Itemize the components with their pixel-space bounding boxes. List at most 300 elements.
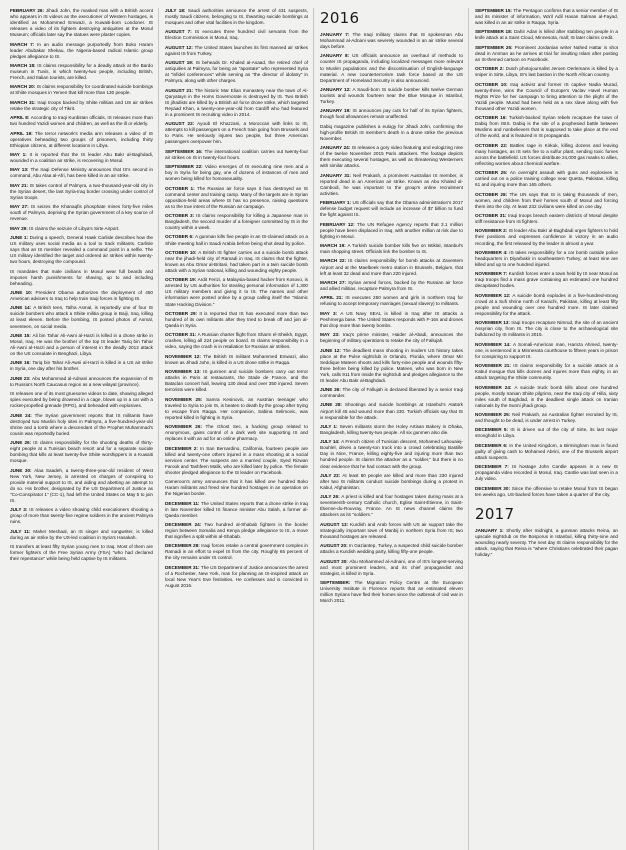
entry-text: The UN Refugee Agency reports that 3.1 million people have been displaced in Iraq, with another million at risk due to fighting in Mosul. xyxy=(320,221,463,239)
entry-date: NOVEMBER 2: xyxy=(475,228,508,234)
entry-text: A suicide truck bomb kills about one hundred people, mostly Iranian Shiite pilgrims, near the Iraqi city of Hilla, sixty miles south of Baghdad, in the deadliest single attack on Iranian nationals by the Sunni jihadi group. xyxy=(475,384,618,408)
entry-date: MAY 29: xyxy=(10,225,28,231)
entry-date: DECEMBER 7: xyxy=(475,464,509,470)
entry-date: JANUARY 24: xyxy=(320,145,351,151)
timeline-entry xyxy=(475,228,618,246)
timeline-column-1 xyxy=(10,8,159,850)
entry-text: Prominent Jordanian writer Nahed Hattar is shot dead in Amman as he arrives at trial for insulting Islam after posting an IS-themed cartoon on Facebook. xyxy=(475,44,618,62)
entry-date: MARCH 22: xyxy=(320,258,347,264)
entry-text: Ali bin Tahar Ali-Awni al-Harzi is killed in a drone strike in Mosul, Iraq. He was the brother of the top IS leader Tariq bin Tahar Ali-Awni al-Harzi and a person of interest in the deadly 2012 attack on the US consulate in Benghazi, Libya. xyxy=(10,332,153,356)
entry-text: The US Department of Justice announces the arrest of a Rochester, New York, man for planning an IS-inspired attack on local New Year's Eve festivities. He confesses and is convicted in August 2016. xyxy=(165,564,308,588)
timeline-entry xyxy=(165,60,308,84)
entry-date: MAY 13: xyxy=(10,167,29,173)
entry-date: DECEMBER 30: xyxy=(475,485,511,491)
entry-text: Cameroon's army announces that it has killed one hundred Boko Haram militants and freed nine hundred hostages in an operation on the Nigerian border. xyxy=(165,479,308,497)
entry-date: OCTOBER 10: xyxy=(165,249,197,255)
timeline-columns xyxy=(10,8,618,850)
entry-date: MAY 21: xyxy=(10,182,29,188)
timeline-entry xyxy=(475,363,618,381)
entry-text: It is reported that the IS leader Abu Bakr al-Baghdadi, wounded in a coalition air strike, is recovering in Mosul. xyxy=(10,152,153,164)
entry-date: JANUARY 31: xyxy=(320,172,351,178)
entry-text: Ayoub El Khazzani, a Moroccan with links to IS, attempts to kill passengers on a French train going from Brussels and to Paris. He seriously injures two people, but three American passengers overpower him. xyxy=(165,121,309,145)
entry-date: APRIL 21: xyxy=(320,295,343,301)
entry-date: FEBRUARY 12: xyxy=(320,221,355,227)
timeline-entry xyxy=(165,501,308,519)
timeline-entry xyxy=(10,84,153,96)
timeline-entry xyxy=(10,468,153,504)
entry-date: OCTOBER 10: xyxy=(475,81,508,87)
entry-date: JUNE 26: xyxy=(320,387,341,393)
entry-date: JULY 23: xyxy=(320,472,341,478)
entry-text: IS claims responsibility for a suicide attack at a Kabul mosque that kills dozens and injures more than eighty, in an attack targeting the Shiite community. xyxy=(475,363,618,381)
timeline-entry xyxy=(10,115,153,127)
entry-date: MARCH 31: xyxy=(10,99,36,105)
entry-text: The international coalition carries out twenty-four air strikes on IS in twenty-four hours. xyxy=(165,148,308,160)
timeline-entry xyxy=(165,164,308,182)
entry-date: DECEMBER 2: xyxy=(165,445,198,451)
entry-text: IS releases one of its most gruesome videos to date, showing alleged spies executed by being drowned in a cage, blown up in a car with a rocket-propelled grenade (RPG), and beheaded with explosives. xyxy=(10,391,153,409)
timeline-entry xyxy=(475,143,618,167)
entry-date: JULY 18: xyxy=(165,8,186,13)
entry-text: Iraqi troops breach eastern districts of Mosul despite stiff resistance from IS fighters. xyxy=(475,213,618,225)
timeline-entry xyxy=(475,213,618,225)
entry-date: NOVEMBER 26: xyxy=(165,424,202,430)
entry-text: The city of Fallujah is declared liberated by a senior Iraqi commander. xyxy=(320,387,463,399)
timeline-entry xyxy=(165,543,308,561)
timeline-entry xyxy=(165,424,308,442)
entry-date: NOVEMBER 4: xyxy=(475,249,508,255)
entry-text: Dahir Adan is killed after stabbing ten people in a knife attack at a Saint Cloud, Minnesota, mall; IS later claims credit. xyxy=(475,29,618,41)
timeline-entry xyxy=(475,82,618,112)
timeline-entry xyxy=(320,258,463,276)
entry-text: Video emerges of IS executing nine men and a boy in Syria for being gay, one of dozens of instances of men and women being killed for homosexuality. xyxy=(165,164,308,182)
entry-text: IS claims responsibility for a deadly attack at the Bardo museum in Tunis, in which twenty-two people, including British, French, and Italian tourists, are killed. xyxy=(10,62,153,81)
timeline-entry xyxy=(475,29,618,41)
entry-text: IS mandates that male civilians in Mosul wear full beards and imposes harsh punishments for shaving, up to and including beheading. xyxy=(10,268,153,286)
entry-text: A Turkish suicide bomber kills five on Istiklal, Istanbul's main shopping street. Officials link the bomber to IS. xyxy=(320,243,463,255)
entry-text: IS claims responsibility for coordinated suicide bombings at Shiite mosques in Yemen that kill more than 130 people. xyxy=(10,84,153,96)
year-heading-2017: 2017 xyxy=(475,504,515,523)
entry-date: MAY 3: xyxy=(320,310,338,316)
entry-date: JULY 1: xyxy=(320,423,338,429)
entry-text: Maher Meshaal, an IS singer and songwriter, is killed during an air strike by the US-led coalition in Syria's Hasakah. xyxy=(10,528,154,540)
entry-date: FEBRUARY 1: xyxy=(320,200,352,206)
entry-date: DECEMBER 5: xyxy=(475,427,508,433)
entry-text: IS claims responsibility for the shooting deaths of thirty-eight people at a Tunisian beach resort and for a separate suicide bombing that kills at least twenty-five Shiite worshippers in a Kuwaiti mosque. xyxy=(10,440,153,464)
entry-text: Ardit Ferizi, a Malaysia-based hacker from Kosovo, is arrested by US authorities for stealing personal information of 1,300 US military members and giving it to IS. The names and other information were posted online by a group calling itself the "Islamic State Hacking Division." xyxy=(165,277,308,307)
timeline-entry xyxy=(320,402,463,420)
entry-date: NOVEMBER 24: xyxy=(475,384,512,390)
entry-text: A Russian charter flight from Sharm el-Sheikh, Egypt, crashes, killing all 224 people on board. IS claims responsibility in a video, saying the crash is in retaliation for Russian air strikes. xyxy=(165,332,308,350)
timeline-entry xyxy=(320,424,463,436)
entry-text: Abu Mohammad al-Adnani announces the expansion of IS to Russia's North Caucasus region as a new wilayat (province). xyxy=(10,375,153,387)
entry-text: A US Navy SEAL is killed in Iraq after IS attacks a Peshmerga base. The United States responds with F-16s and drones that drop more than twenty bombs. xyxy=(320,310,463,328)
entry-text: Saudi authorities announce the arrest of 431 suspects, mostly Saudi citizens, belonging to IS, thwarting suicide bombings at mosques and other vital facilities in the kingdom. xyxy=(165,8,308,26)
entry-text: IS beheads Dr. Khaled al-Asaad, the retired chief of antiquities at Palmyra, for being an "apostate" who represented Syria at "infidel conferences" while serving as "the director of idolatry" in Palmyra, along with other charges. xyxy=(165,60,308,84)
timeline-entry xyxy=(475,8,618,26)
entry-date: OCTOBER 22: xyxy=(475,142,508,148)
entry-date: MARCH 19: xyxy=(320,243,346,249)
timeline-entry xyxy=(475,66,618,78)
entry-text: The Ghost Sec, a hacking group related to Anonymous, gains control of a dark web site supporting IS and replaces it with an ad for an online pharmacy. xyxy=(165,424,308,442)
entry-date: OCTOBER 16: xyxy=(475,115,507,121)
entry-text: The Russian air force says it has destroyed an IS command center and training camp. Many of the targets are in Syrian opposition-held areas where IS has no presence, raising questions as to the true intent of the Russian air campaign. xyxy=(165,185,308,209)
timeline-entry xyxy=(165,311,308,329)
entry-text: Kurdish forces enter a town held by IS near Mosul as Iraqi troops find a mass grave containing an estimated one hundred decapitated bodies. xyxy=(475,271,618,289)
timeline-entry xyxy=(320,494,463,518)
timeline-entry xyxy=(475,192,618,210)
entry-text: Dutch photojournalist Jeroen Oerlemans is killed by a sniper in Sirte, Libya, IS's last bastion in the North African country. xyxy=(475,66,618,78)
timeline-entry xyxy=(165,213,308,231)
timeline-entry xyxy=(320,295,463,307)
entry-date: NOVEMBER 7: xyxy=(475,271,508,277)
timeline-entry xyxy=(165,479,308,497)
entry-date: OCTOBER 6: xyxy=(165,234,194,240)
entry-date: JULY 26: xyxy=(320,494,340,500)
timeline-entry xyxy=(320,439,463,469)
entry-date: SEPTEMBER 16: xyxy=(165,148,203,154)
entry-text: Iraq activist and former IS captive Nadia Murad, twenty-three, wins the Council of Europe's Vaclav Havel Human Rights Prize for her campaign to bring attention to the plight of the Yazidi people. Murad had been held as a sex slave along with five thousand other Yazidi women. xyxy=(475,81,618,111)
entry-text: The Migration Policy Centre at the European University Institute in Florence reports that an estimated eleven million Syrians have fled their homes since the outbreak of civil war in March 2011. xyxy=(320,580,463,604)
timeline-entry xyxy=(10,413,153,437)
entry-text: At least 80 people are killed and more than 230 injured after two IS militants conduct suicide bombings during a protest in Kabul, Afghanistan. xyxy=(320,472,463,490)
entry-text: According to Iraqi Kurdistan officials, IS releases more than two hundred Yazidi women and children, as well as the ill or elderly. xyxy=(10,115,153,127)
entry-text: A British IS fighter carries out a suicide bomb attack near the jihadi-held city of Ramadi in Iraq. IS claims that the fighter, known as Abu Omar al-Britani, had taken part in a twin suicide bomb attack with a Syrian national, killing and wounding eighty people. xyxy=(165,249,308,273)
timeline-entry xyxy=(10,529,153,541)
timeline-entry xyxy=(10,152,153,164)
entry-text: IS executes three hundred civil servants from the Election Commission in Mosul, Iraq. xyxy=(165,29,308,41)
timeline-entry xyxy=(475,427,618,439)
entry-date: MAY 27: xyxy=(10,204,29,210)
timeline-entry xyxy=(10,376,153,388)
timeline-entry xyxy=(475,443,618,461)
entry-date: NOVEMBER 25: xyxy=(475,412,511,418)
entry-text: In the United Kingdom, a Birmingham man is found guilty of giving cash to Mohamed Abrini, one of the Brussels airport attack suspects. xyxy=(475,442,618,460)
entry-date: JUNE 15: xyxy=(10,332,31,338)
timeline-entry xyxy=(10,183,153,201)
entry-text: Abu Mohammed al-Adnani, one of IS's longest-serving and most prominent leaders, and its chief propagandist and strategist, is killed in Syria. xyxy=(320,558,463,576)
timeline-entry xyxy=(165,149,308,161)
entry-date: JUNE 1: xyxy=(10,235,29,241)
timeline-entry xyxy=(10,204,153,222)
timeline-entry xyxy=(320,108,463,120)
entry-date: OCTOBER 29: xyxy=(165,310,198,316)
entry-text: Turkish-backed Syrian rebels recapture the town of Dabiq from ISIS. Dabiq is the site of a prophesied battle between Muslims and nonbelievers that is supposed to take place at the end of the world, and is featured in IS propaganda. xyxy=(475,115,618,139)
entry-date: MAY 23: xyxy=(320,332,340,338)
entry-date: DECEMBER 6: xyxy=(475,442,508,448)
entry-text: Samra Kesinovic, an Austrian teenager who traveled to Syria to join IS, is beaten to death by the group after trying to escape from Raqqa. Her companion, Sabina Selimovic, was reported killed in fighting in Syria. xyxy=(165,396,309,420)
entry-date: JUNE 26: xyxy=(10,440,32,446)
timeline-entry xyxy=(320,124,463,142)
entry-date: NOVEMBER 13: xyxy=(165,369,201,375)
entry-date: APRIL 8: xyxy=(10,115,30,121)
entry-date: JANUARY 19: xyxy=(320,108,351,114)
entry-date: OCTOBER 28: xyxy=(475,191,508,197)
entry-text: Shootings and suicide bombings at Istanbul's Atatürk Airport kill 45 and wound more than 230. Turkish officials say that IS is responsible for the attack. xyxy=(320,402,463,420)
timeline-entry xyxy=(320,243,463,255)
entry-text: A French citizen of Tunisian descent, Mohamed Lahouaiej-Bouhlel, drives a twenty-ton truck into a crowd celebrating Bastille Day in Nice, France, killing eighty-five and injuring more than two hundred people. IS claims the attacker as a "soldier," but there is no clear evidence that he had contact with the group. xyxy=(320,439,463,469)
entry-text: The terror network's media arm releases a video of IS operatives beheading two groups of prisoners, including thirty Ethiopian citizens, at different locations in Libya. xyxy=(10,130,153,148)
timeline-entry xyxy=(475,45,618,63)
timeline-entry xyxy=(165,121,308,145)
timeline-column-3 xyxy=(320,8,469,850)
entry-text: Neil Prakash, an Australian fighter recruited by IS, and thought to be dead, is under arrest in Turkey. xyxy=(475,412,618,424)
timeline-entry xyxy=(320,173,463,197)
entry-date: NOVEMBER 12: xyxy=(165,353,201,359)
entry-date: NOVEMBER 12: xyxy=(475,292,511,298)
entry-date: JANUARY 12: xyxy=(320,86,351,92)
entry-date: AUGUST 30: xyxy=(320,558,348,564)
entry-date: OCTOBER 19: xyxy=(165,277,197,283)
timeline-entry xyxy=(10,507,153,525)
timeline-entry xyxy=(165,446,308,476)
entry-text: The British IS militant Mohammed Emwazi, also known as Jihadi John, is killed in a US drone strike in Raqqa. xyxy=(165,353,308,365)
entry-text: The historic Mar Elian monastery near the town of Al-Qaryatayn in the Homs Governorate is destroyed by IS. Two British IS jihadists are killed by a British air force drone strike, which targeted Reyaad Khan, a twenty-one-year-old from Cardiff who had featured in a prominent IS recruiting video in 2014. xyxy=(165,87,308,117)
entry-text: Seven militants storm the Holey Artisan Bakery in Dhaka, Bangladesh, killing twenty-two people. All six gunmen also die. xyxy=(320,423,463,435)
entry-text: Tariq bin Tahar Ali-Awni al-Harzi is killed in a US air strike in Syria, one day after his brother. xyxy=(10,360,153,372)
entry-date: SEPTEMBER 18: xyxy=(475,29,513,35)
timeline-entry xyxy=(320,32,463,50)
timeline-entry xyxy=(475,464,618,482)
entry-text: A priest is killed and four hostages taken during mass at a seventeenth-century Catholic church, Eglise Saint-Étienne, in Saint-Étienne-du-Rouvray, France. An IS news channel claims the attackers as its "soldiers." xyxy=(320,494,463,518)
entry-date: OCTOBER 25: xyxy=(475,170,508,176)
timeline-entry xyxy=(10,360,153,372)
entry-text: In an audio message purportedly from Boko Haram leader Abubakar Shekau, the Nigeria-based radical Islamic group pledges allegiance to IS. xyxy=(10,41,153,59)
entry-text: US officials say that the Obama administration's 2017 defense budget request will include an increase of $7 billion to fund the fight against IS. xyxy=(320,200,463,218)
entry-text: IS transfers at least fifty Syrian young men to Iraq. Most of them are former fighters of the Free Syrian Army (FSA) "who had declared their repentance" while being held captive by IS militants. xyxy=(10,543,153,562)
timeline-entry xyxy=(475,528,618,558)
entry-text: The UN says that IS is taking thousands of men, women, and children from their homes south of Mosul and forcing them into the city. At least 232 civilians were killed on one day. xyxy=(475,191,618,209)
entry-text: IS claims the seizure of Libya's Sirte Airport. xyxy=(29,225,120,231)
timeline-entry xyxy=(320,87,463,105)
timeline-entry xyxy=(10,63,153,81)
entry-date: NOVEMBER 13: xyxy=(475,320,510,326)
entry-text: A Somali-American man, Hamza Ahmed, twenty-one, is sentenced in a Minnesota courthouse to fifteen years in prison for conspiring to support IS. xyxy=(475,341,618,359)
entry-date: JUNE 30: xyxy=(10,467,32,473)
entry-text: IS seizes the Khanaqfis phosphate mines forty-five miles south of Palmyra, depriving the Syrian government of a key source of revenue. xyxy=(10,204,153,222)
timeline-entry xyxy=(165,522,308,540)
timeline-entry xyxy=(10,290,153,302)
timeline-entry xyxy=(10,440,153,464)
entry-date: NOVEMBER 14: xyxy=(475,341,511,347)
entry-text: The Syrian government reports that IS militants have destroyed two Muslim holy sites in Palmyra, a five-hundred-year-old shrine and a tomb where a descendant of the Prophet Muhammad's cousin was reportedly buried. xyxy=(10,412,153,436)
timeline-entry xyxy=(320,559,463,577)
entry-date: DECEMBER 24: xyxy=(165,521,202,527)
entry-text: A Saudi-born IS suicide bomber kills twelve German tourists and wounds fourteen near the Blue Mosque in Istanbul, Turkey. xyxy=(320,86,463,105)
timeline-column-2 xyxy=(165,8,314,850)
entry-date: JUNE 23: xyxy=(10,375,31,381)
timeline-entry xyxy=(10,100,153,112)
entry-text: In Gaziantep, Turkey, a suspected child suicide bomber attacks a Kurdish wedding party, killing fifty-one people. xyxy=(320,543,463,555)
timeline-entry xyxy=(320,222,463,240)
entry-date: JULY 11: xyxy=(10,528,31,534)
timeline-entry xyxy=(10,131,153,149)
entry-date: AUGUST 7: xyxy=(165,29,192,35)
entry-date: AUGUST 20: xyxy=(320,543,348,549)
timeline-entry xyxy=(165,234,308,246)
entry-date: JUNE 16: xyxy=(10,360,31,366)
entry-text: IS takes control of Palmyra, a two-thousand-year-old city in the Syrian desert, the last Syria-Iraq border crossing under control of Syrian troops. xyxy=(10,182,153,200)
entry-date: MARCH 7: xyxy=(10,41,35,47)
entry-date: OCTOBER 31: xyxy=(165,332,197,338)
timeline-entry xyxy=(165,8,308,26)
entry-date: JUNE 10: xyxy=(10,289,33,295)
timeline-entry xyxy=(10,235,153,265)
timeline-entry xyxy=(165,397,308,421)
entry-text: IS gunmen and suicide bombers carry out terror attacks in Paris at restaurants, the Stade de France, and the Bataclan concert hall, leaving 130 dead and over 350 injured. Seven terrorists were killed. xyxy=(165,369,309,393)
entry-text: In San Bernardino, California, fourteen people are killed and twenty-one others injured in a mass shooting at a social services center. The suspects are a married couple, Syed Rizwan Farook and Tashfeen Malik, who are killed later by police. The female shooter pledged allegiance to the IS leader on Facebook. xyxy=(165,445,308,475)
entry-date: OCTOBER 31: xyxy=(475,213,507,219)
entry-text: Iraqi forces retake a central government complex in Ramadi in an effort to expel IS from the city. Roughly 65 percent of the city remains under IS control. xyxy=(165,543,309,561)
entry-date: JULY 14: xyxy=(320,439,340,445)
entry-date: SEPTEMBER 22: xyxy=(165,164,203,170)
timeline-entry xyxy=(165,186,308,210)
timeline-entry xyxy=(320,387,463,399)
timeline-entry xyxy=(10,226,153,232)
timeline-entry xyxy=(475,385,618,409)
entry-date: JANUARY 8: xyxy=(320,53,350,59)
entry-text: A gunman kills five people in an IS-claimed attack on a Shiite meeting hall in Saudi Arabia before being shot dead by police. xyxy=(165,234,308,246)
entry-date: DECEMBER 28: xyxy=(165,543,200,549)
timeline-entry xyxy=(10,167,153,179)
timeline-entry xyxy=(320,580,463,604)
entry-date: JANUARY 1: xyxy=(475,527,504,533)
timeline-entry xyxy=(320,145,463,169)
entry-text: The deadliest mass shooting in modern US history takes place at the Pulse nightclub in Orlando, Florida, where Omar Mir Seddique Mateen shoots and kills forty-nine people and wounds fifty-three before being killed by police. Mateen, who was born in New York, calls 911 from inside the nightclub and pledges allegiance to the IS leader Abu Bakr al-Baghdadi. xyxy=(320,347,463,383)
entry-date: AUGUST 12: xyxy=(165,44,193,50)
year-heading-2016: 2016 xyxy=(320,9,360,27)
entry-date: AUGUST 19: xyxy=(165,60,194,66)
entry-text: Iraqi troops recapture Nimrud, the site of an ancient Assyrian city, from IS. The city is close to the archaeological site bulldozed by IS militants in 2015. xyxy=(475,320,618,338)
entry-text: An overnight assault with guns and explosives is carried out on a police training college near Quetta, Pakistan, killing 61 and injuring more than 165 others. xyxy=(475,170,618,188)
entry-text: The Iraqi military claims that IS spokesman Abu Mohammad al-Adnani was severely wounded in an air strike several days before. xyxy=(320,32,464,50)
timeline-entry xyxy=(475,170,618,188)
entry-date: APRIL 19: xyxy=(10,130,33,136)
entry-text: IS releases a gory video featuring and eulogizing nine of the twelve November 2015 Paris attackers. The footage depicts them executing several hostages, as well as threatening Westerners with similar attacks. xyxy=(320,145,463,169)
entry-text: Two hundred al-Shabab fighters in the border region between Somalia and Kenya pledge allegiance to IS, a move that signifies a split within al-Shabab. xyxy=(165,521,308,540)
entry-text: The United States reports that a drone strike in Iraq in late November killed IS finance minister Abu Salah, a former al-Qaeda member. xyxy=(165,500,309,518)
timeline-entry xyxy=(10,544,153,562)
timeline-entry xyxy=(475,320,618,338)
entry-date: AUGUST 22: xyxy=(165,121,195,127)
entry-date: MAY 1: xyxy=(10,152,27,158)
timeline-entry xyxy=(475,271,618,289)
entry-text: The Pentagon confirms that a senior member of IS and its minister of information, Wa'il Adil Hasan Salman al-Fayad, was killed in an air strike in Raqqa, Syria. xyxy=(475,8,618,26)
entry-date: AUGUST 13: xyxy=(320,521,349,527)
entry-date: JULY 3: xyxy=(10,507,28,513)
entry-text: Neil Prakash, a prominent Australian IS member, is reported dead in an American air strike. Known as Abu Khaled al-Cambodi, he was important to the group's online recruitment activities. xyxy=(320,172,463,196)
entry-date: NOVEMBER 25: xyxy=(165,396,203,402)
timeline-entry xyxy=(320,473,463,491)
entry-text: President Obama authorizes the deployment of 450 American advisers to Iraq to help train Iraqi forces in fighting IS. xyxy=(10,289,153,302)
entry-date: JANUARY 7: xyxy=(320,32,350,37)
timeline-entry xyxy=(475,486,618,498)
timeline-entry xyxy=(10,305,153,329)
entry-date: OCTOBER 2: xyxy=(475,66,504,72)
entry-text: It is reported that IS has executed more than two hundred of its own militants after they tried to break off and join al-Qaeda in Syria. xyxy=(165,310,308,328)
entry-text: IS announces pay cuts for half of its Syrian fighters, though food allowances remain unaffected. xyxy=(320,108,463,120)
entry-text: IS claims responsibility for killing a Japanese man in Bangladesh, the second murder of a foreigner committed by IS in the country within a week. xyxy=(165,213,308,231)
entry-date: JUNE 14: xyxy=(10,305,32,311)
entry-text: Iraqi troops backed by Shiite militias and US air strikes retake the strategic city of Tikrit. xyxy=(10,99,153,111)
entry-text: Dabiq magazine publishes a eulogy for Jihadi John, confirming the high-profile British IS member's death in a drone strike the previous November. xyxy=(320,123,463,141)
entry-text: IS takes responsibility for a car bomb outside police headquarters in Diyarbakir in southeastern Turkey; at least nine are killed and up to one hundred injured. xyxy=(475,249,618,267)
entry-text: Since the offensive to retake Mosul from IS began ten weeks ago, US-backed forces have taken a quarter of the city. xyxy=(475,485,618,497)
entry-date: SEPTEMBER: xyxy=(320,580,351,586)
timeline-entry xyxy=(165,565,308,589)
entry-date: JUNE 24: xyxy=(10,412,32,418)
entry-text: The United States launches its first manned air strikes against IS from Turkey. xyxy=(165,44,308,56)
timeline-entry xyxy=(320,543,463,555)
timeline-entry xyxy=(10,8,153,38)
entry-text: IS leader Abu Bakr al-Baghdadi urges fighters to hold their positions and expresses confidence in victory in an audio recording, the first released by the leader in almost a year. xyxy=(475,228,618,246)
entry-text: A suicide bomb explodes in a five-hundred-strong crowd at a Sufi shrine north of Karachi, Pakistan, killing at least fifty people and wounding over one hundred more. IS later claimed responsibility for the attack. xyxy=(475,292,618,316)
timeline-column-4 xyxy=(475,8,618,850)
timeline-entry xyxy=(10,333,153,357)
entry-text: A British teen, Talha Asmal, is reportedly one of four IS suicide bombers who attack a Shiite militia group in Baiji, Iraq, killing at least eleven. Before the bombing, IS posted photos of Asmal, seventeen, on social media. xyxy=(10,305,153,329)
entry-text: IS executes 250 women and girls in northern Iraq for refusing to accept temporary marriages (sexual slavery) to militants. xyxy=(320,295,463,307)
timeline-entry xyxy=(165,29,308,41)
timeline-entry xyxy=(320,332,463,344)
entry-date: OCTOBER 3: xyxy=(165,213,195,219)
entry-date: OCTOBER 1: xyxy=(165,185,195,191)
entry-text: IS is driven out of the city of Sirte, its last major stronghold in Libya. xyxy=(475,427,618,439)
entry-text: Syrian armed forces, backed by the Russian air force and allied militias, recapture Palmyra from IS. xyxy=(320,279,463,291)
entry-date: JUNE 28: xyxy=(320,402,342,408)
entry-text: US officials announce an overhaul of methods to counter IS propaganda, including localized messages more relevant to Muslim populations and the discontinuation of English-language material. A new counterterrorism task force based at the US Department of Homeland Security is also announced. xyxy=(320,53,463,83)
entry-text: Iraq's prime minister, Haider al-Abadi, announces the beginning of military operations to retake the city of Fallujah. xyxy=(320,332,463,344)
entry-date: AUGUST 21: xyxy=(165,87,194,93)
entry-text: Jihadi John, the masked man with a British accent who appears in IS videos as the executioner of Western hostages, is identified as Mohammed Emwazi, a Kuwaiti-born Londoner. IS releases a video of its fighters destroying antiquities at the Mosul Museum; officials later say the statues were plaster copies. xyxy=(10,8,153,38)
entry-text: IS releases a video showing child executioners shooting a group of more than twenty-five regime soldiers in the ancient Palmyra ruins. xyxy=(10,507,153,525)
entry-text: Shortly after midnight, a gunman attacks Reina, an upscale nightclub on the Bosporus in Istanbul, killing thirty-nine and wounding nearly seventy. The next day IS claims responsibility for the attack, saying that Reina is "where Christians celebrated their pagan holiday." xyxy=(475,527,618,557)
timeline-entry xyxy=(165,369,308,393)
timeline-entry xyxy=(475,250,618,268)
timeline-entry xyxy=(10,42,153,60)
entry-date: JUNE 12: xyxy=(320,347,341,353)
entry-date: SEPTEMBER 25: xyxy=(475,44,513,50)
timeline-entry xyxy=(320,200,463,218)
timeline-entry xyxy=(165,332,308,350)
timeline-entry xyxy=(165,88,308,118)
entry-text: The Iraqi Defense Ministry announces that IS's second in command, Abu Alaa al-Afri, has been killed in an air strike. xyxy=(10,167,153,179)
timeline-entry xyxy=(165,277,308,307)
entry-date: MARCH 27: xyxy=(320,279,346,285)
timeline-entry xyxy=(165,45,308,57)
timeline-entry xyxy=(475,412,618,424)
entry-text: During a speech, General Hawk Carlisle describes how the US military uses social media as a tool to track militants. Carlisle says that an IS member revealed a command point in a selfie. The US military identified the target and ordered air strikes within twenty-two hours, destroying the compound. xyxy=(10,235,153,265)
entry-date: DECEMBER 11: xyxy=(165,500,200,506)
timeline-entry xyxy=(10,391,153,409)
timeline-entry xyxy=(320,522,463,540)
entry-date: MARCH 20: xyxy=(10,84,36,90)
timeline-entry xyxy=(475,342,618,360)
timeline-entry xyxy=(320,348,463,384)
timeline-entry xyxy=(165,354,308,366)
entry-date: MARCH 18: xyxy=(10,62,36,68)
entry-text: Kurdish and Arab forces with US air support take the strategically important town of Manbij in northern Syria from IS; two thousand hostages are released. xyxy=(320,521,464,539)
entry-date: FEBRUARY 26: xyxy=(10,8,45,13)
timeline-entry xyxy=(10,269,153,287)
entry-text: Battles rage in Kirkuk, killing dozens and leaving many hostages, as IS sets fire to a sulfur plant, sending toxic fumes across the battlefield. US forces distribute 24,000 gas masks to allies, reflecting worries about chemical warfare. xyxy=(475,142,618,166)
timeline-entry xyxy=(475,115,618,139)
entry-date: DECEMBER 31: xyxy=(165,564,200,570)
entry-text: IS claims responsibility for bomb attacks at Zaventem Airport and at the Maelbeek metro station in Brussels, Belgium, that left at least 32 dead and more than 220 injured. xyxy=(320,258,463,276)
timeline-entry xyxy=(320,53,463,83)
entry-text: IS hostage John Cantlie appears in a new IS propaganda video recorded in Mosul, Iraq. Cantlie was last seen in a July video. xyxy=(475,464,618,482)
entry-text: Alaa Saadeh, a twenty-three-year-old resident of West New York, New Jersey, is arrested on charges of conspiring to provide material support to IS, and aiding and abetting an attempt to do so. His brother, designated by the US Department of Justice as "Co-Conspirator 1" (CC-1), had left the United States on May 5 to join IS. xyxy=(10,467,153,503)
timeline-entry xyxy=(320,280,463,292)
